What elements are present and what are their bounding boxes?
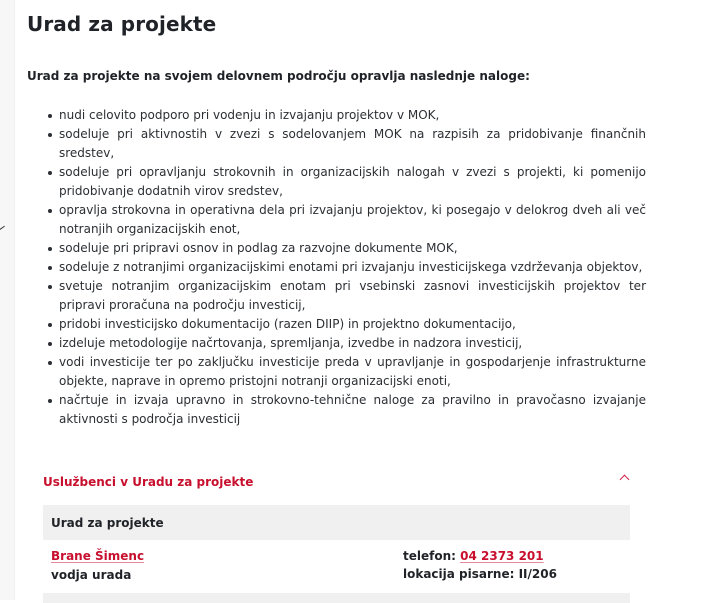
- list-item: nudi celovito podporo pri vodenju in izvajanju projektov v MOK,: [47, 106, 646, 125]
- department-name: Urad za projekte: [51, 516, 164, 530]
- staff-row-next: [43, 593, 630, 603]
- list-item: sodeluje pri opravljanju strokovnih in organizacijskih nalogah v zvezi s projekti, ki pomenijo pridobivanje dodatnih virov sredstev,: [47, 163, 646, 201]
- intro-text: Urad za projekte na svojem delovnem področju opravlja naslednje naloge:: [27, 69, 530, 83]
- staff-contact: [403, 549, 557, 581]
- list-item: izdeluje metodologije načrtovanja, spremljanja, izvedbe in nadzora investicij,: [47, 334, 646, 353]
- department-group-header: [43, 505, 630, 540]
- phone-line: [403, 549, 557, 563]
- staff-accordion-toggle[interactable]: [43, 466, 630, 496]
- chevron-up-icon[interactable]: [620, 475, 630, 485]
- staff-row: [43, 540, 630, 593]
- list-item: sodeluje pri pripravi osnov in podlag za razvojne dokumente MOK,: [47, 239, 646, 258]
- location-value: II/206: [518, 567, 557, 581]
- check-icon: [0, 222, 5, 230]
- list-item: sodeluje pri aktivnostih v zvezi s sodelovanjem MOK na razpisih za pridobivanje finančnih sredstev,: [47, 125, 646, 163]
- list-item: pridobi investicijsko dokumentacijo (razen DIIP) in projektno dokumentacijo,: [47, 315, 646, 334]
- location-line: [403, 567, 557, 581]
- list-item: svetuje notranjim organizacijskim enotam pri vsebinski zasnovi investicijskih projektov ter pripravi proračuna na področju investicij,: [47, 277, 646, 315]
- staff-name-link[interactable]: Brane Šimenc: [51, 549, 145, 563]
- phone-label: telefon:: [403, 549, 461, 563]
- list-item: sodeluje z notranjimi organizacijskimi enotami pri izvajanju investicijskega vzdrževanja objektov,: [47, 258, 646, 277]
- staff-accordion: [43, 466, 630, 582]
- left-sidebar-edge: [0, 0, 15, 600]
- list-item: opravlja strokovna in operativna dela pri izvajanju projektov, ki posegajo v delokrog dveh ali več notranjih organizacijskih enot,: [47, 201, 646, 239]
- list-item: načrtuje in izvaja upravno in strokovno-tehnične naloge za pravilno in pravočasno izvajanje aktivnosti s področja investicij: [47, 391, 646, 429]
- duties-list: [47, 106, 646, 429]
- staff-role: vodja urada: [51, 568, 132, 582]
- list-item: vodi investicije ter po zaključku investicije preda v upravljanje in gospodarjenje infrastrukturne objekte, naprave in opremo pristojni notranji organizacijski enoti,: [47, 353, 646, 391]
- accordion-title: Uslužbenci v Uradu za projekte: [43, 475, 254, 489]
- page-title: Urad za projekte: [27, 12, 217, 36]
- location-label: lokacija pisarne:: [403, 567, 519, 581]
- phone-link[interactable]: 04 2373 201: [460, 549, 544, 563]
